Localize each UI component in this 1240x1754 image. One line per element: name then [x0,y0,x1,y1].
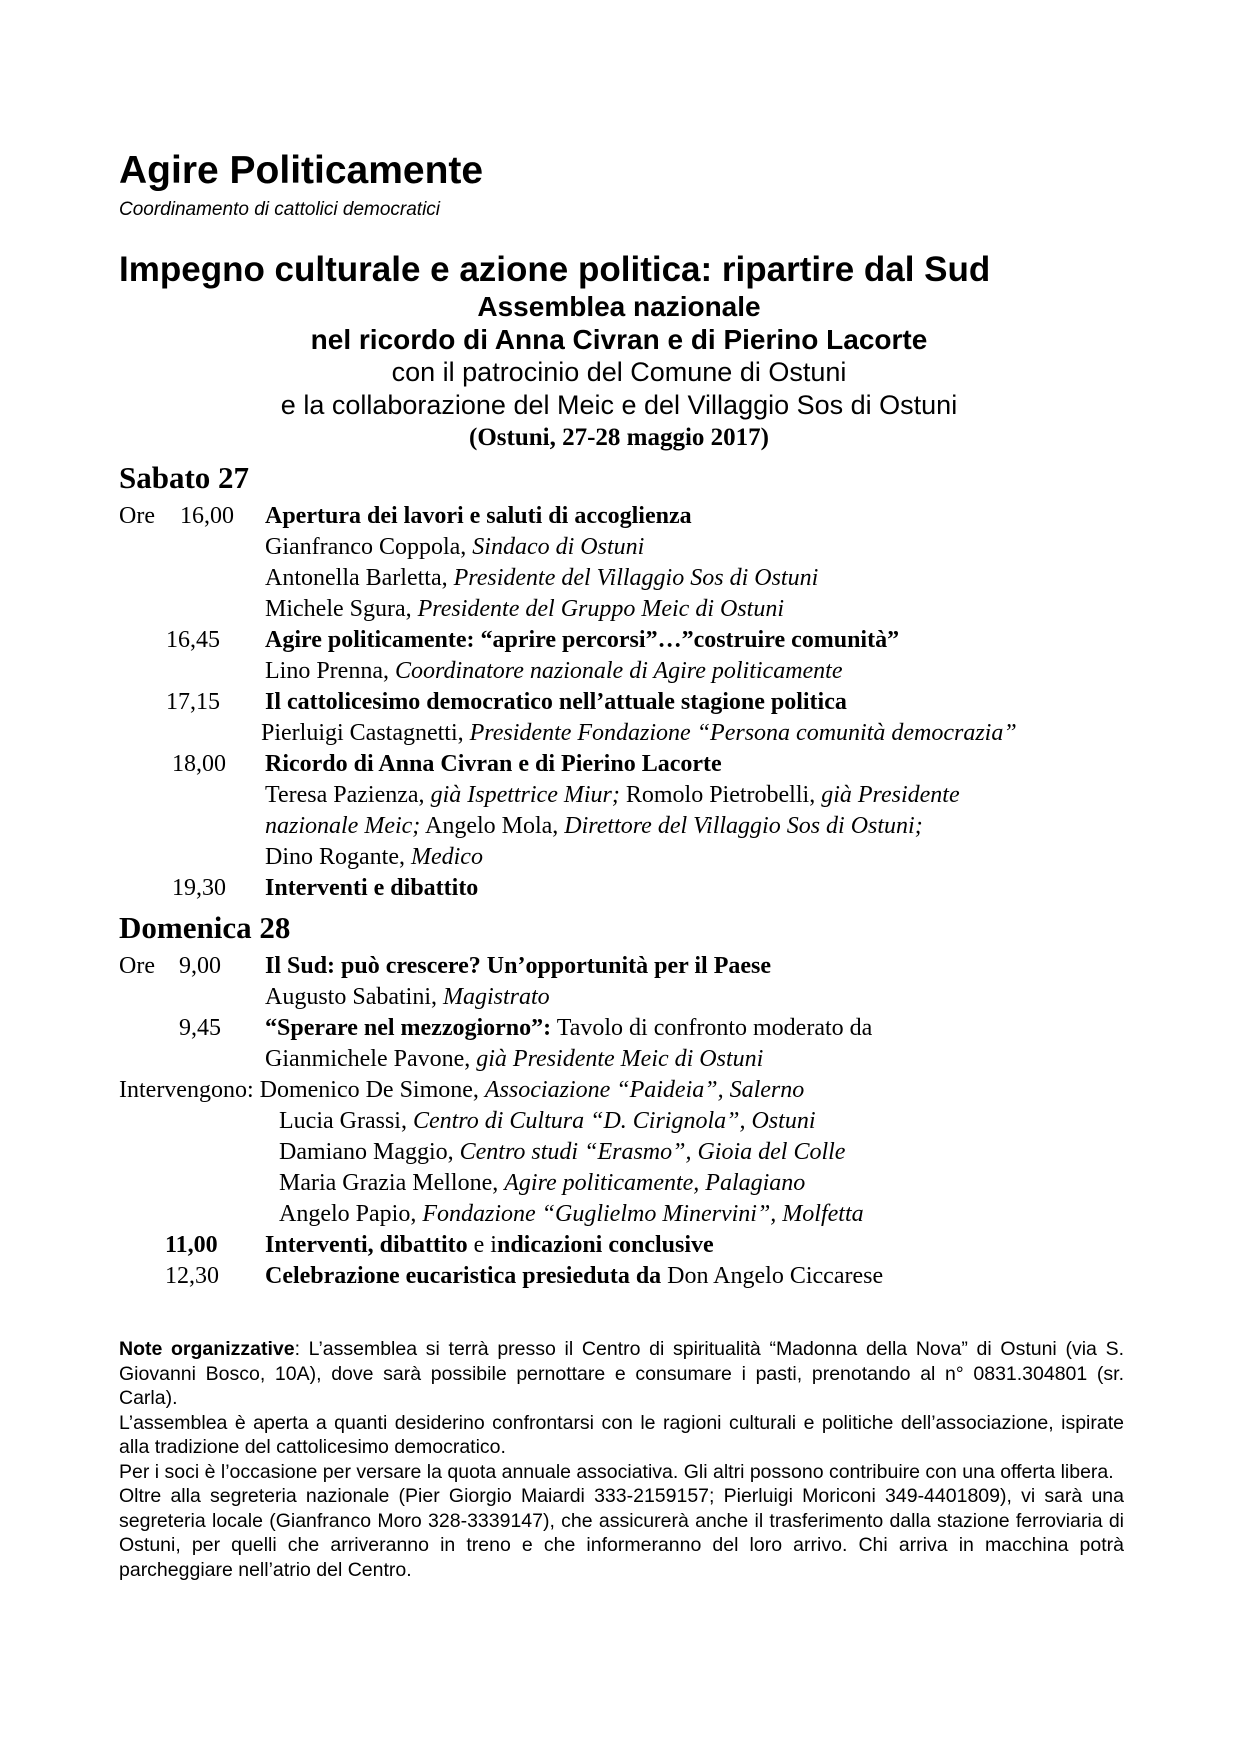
speaker-role: Magistrato [443,984,550,1010]
speaker-role: già Ispettrice Miur; [430,782,620,808]
session-title-rest: e i [473,1232,497,1258]
time-label: 18,00 [172,751,226,777]
speaker-name: Damiano Maggio, [279,1139,454,1165]
speaker-role: Presidente Fondazione “Persona comunità democrazia” [469,720,1017,746]
event-header-block [119,290,1119,454]
speaker-role: Presidente del Gruppo Meic di Ostuni [417,596,784,622]
speaker-name: Gianfranco Coppola, [265,534,467,560]
speaker-name: Maria Grazia Mellone, [279,1170,499,1196]
speaker-line [279,1199,864,1230]
speaker-role: Sindaco di Ostuni [472,534,645,560]
intervengono-label: Intervengono: [119,1077,254,1103]
session-title [265,1013,872,1044]
notes-paragraph [119,1337,1124,1411]
speaker-role: Presidente del Villaggio Sos di Ostuni [453,565,819,591]
time-label: 17,15 [166,689,220,715]
time-label: 9,00 [179,953,221,979]
speaker-line [119,1075,804,1106]
notes-paragraph: Per i soci è l’occasione per versare la quota annuale associativa. Gli altri possono contribuire con una offerta libera. [119,1460,1114,1483]
speaker-name: Angelo Papio, [279,1201,417,1227]
speaker-role: Associazione “Paideia”, Salerno [484,1077,805,1103]
speaker-name: Lucia Grassi, [279,1108,407,1134]
speaker-role: Medico [410,844,483,870]
speaker-name: Angelo Mola, [424,813,559,839]
speaker-name: Domenico De Simone, [259,1077,479,1103]
session-title-bold: Interventi, dibattito [265,1232,468,1258]
time-label: 19,30 [172,875,226,901]
speaker-role: Coordinatore nazionale di Agire politicamente [394,658,843,684]
session-title [265,1261,883,1292]
session-title [265,1230,714,1261]
session-title-bold: ndicazioni conclusive [496,1232,714,1258]
time-label: 16,45 [166,627,220,653]
speaker-name: Romolo Pietrobelli, [625,782,816,808]
time-label-ore: Ore [119,953,155,979]
session-title: Il Sud: può crescere? Un’opportunità per il Paese [265,953,772,979]
speaker-name: Dino Rogante, [265,844,405,870]
notes-label: Note organizzative [119,1338,295,1360]
speaker-line [265,780,960,811]
time-label-ore: Ore [119,503,155,529]
notes-paragraph: Oltre alla segreteria nazionale (Pier Giorgio Maiardi 333-2159157; Pierluigi Moriconi 349-4401809), vi sarà una segreteria locale (Gianfranco Moro 328-3339147), che assicurerà anche il trasferimento dalla stazione ferroviaria di Ostuni, per quelli che arriveranno in treno e che informeranno del loro arrivo. Chi arriva in macchina potrà parcheggiare nell’atrio del Centro. [119,1485,1124,1581]
assembly-line: Assemblea nazionale [477,291,761,322]
speaker-role: Centro di Cultura “D. Cirignola”, Ostuni [412,1108,816,1134]
speaker-role: Agire politicamente, Palagiano [504,1170,806,1196]
speaker-name: Gianmichele Pavone, [265,1046,471,1072]
speaker-role: nazionale Meic; [265,813,421,839]
speaker-name: Teresa Pazienza, [265,782,425,808]
speaker-role: Centro studi “Erasmo”, Gioia del Colle [459,1139,846,1165]
speaker-line [279,1168,805,1199]
session-title: Il cattolicesimo democratico nell’attuale stagione politica [265,689,847,715]
notes-paragraph: L’assemblea è aperta a quanti desiderino confrontarsi con le ragioni culturali e politiche dell’associazione, ispirate alla tradizione del cattolicesimo democratico. [119,1411,1124,1458]
speaker-name: Pierluigi Castagnetti, [261,720,464,746]
session-title-rest: Tavolo di confronto moderato da [556,1015,873,1041]
speaker-role: Direttore del Villaggio Sos di Ostuni; [564,813,923,839]
speaker-role: già Presidente [821,782,960,808]
time-label: 16,00 [180,503,234,529]
session-title-bold: Celebrazione eucaristica presieduta da [265,1263,662,1289]
session-title-bold: “Sperare nel mezzogiorno”: [265,1015,552,1041]
speaker-line [265,1044,763,1075]
memorial-line: nel ricordo di Anna Civran e di Pierino Lacorte [310,324,928,355]
speaker-line [265,656,843,687]
organizational-notes [119,1337,1124,1582]
patronage-line: con il patrocinio del Comune di Ostuni [391,357,847,387]
speaker-name: Lino Prenna, [265,658,389,684]
speaker-name: Antonella Barletta, [265,565,448,591]
speaker-role: già Presidente Meic di Ostuni [476,1046,764,1072]
session-title-rest: Don Angelo Ciccarese [667,1263,884,1289]
speaker-role: Fondazione “Guglielmo Minervini”, Molfetta [422,1201,864,1227]
day-heading-saturday: Sabato 27 [119,460,250,495]
org-title: Agire Politicamente [119,149,484,192]
speaker-line [265,842,483,873]
speaker-line [265,532,644,563]
collaboration-line: e la collaborazione del Meic e del Villaggio Sos di Ostuni [280,390,958,420]
session-title: Interventi e dibattito [265,875,479,901]
speaker-line [265,982,550,1013]
time-label: 11,00 [165,1232,218,1258]
speaker-line [279,1106,815,1137]
org-subtitle: Coordinamento di cattolici democratici [119,199,441,220]
speaker-name: Michele Sgura, [265,596,412,622]
session-title: Ricordo di Anna Civran e di Pierino Lacorte [265,751,722,777]
time-label: 12,30 [165,1263,219,1289]
speaker-line [265,594,784,625]
session-title: Apertura dei lavori e saluti di accoglienza [265,503,692,529]
time-label: 9,45 [179,1015,221,1041]
notes-text: : L’assemblea si terrà presso il Centro di spiritualità “Madonna della Nova” di Ostuni (via S. Giovanni Bosco, 10A), dove sarà possibile pernottare e consumare i pasti, prenotando al n° 0831.304801 (sr. Carla). [119,1338,1124,1409]
speaker-line [265,811,923,842]
speaker-line [265,563,818,594]
day-heading-sunday: Domenica 28 [119,910,291,945]
speaker-line [279,1137,845,1168]
speaker-name: Augusto Sabatini, [265,984,437,1010]
event-title: Impegno culturale e azione politica: ripartire dal Sud [119,250,991,289]
speaker-line [261,718,1017,749]
session-title: Agire politicamente: “aprire percorsi”…”costruire comunità” [265,627,900,653]
date-place-line: (Ostuni, 27-28 maggio 2017) [469,424,769,451]
